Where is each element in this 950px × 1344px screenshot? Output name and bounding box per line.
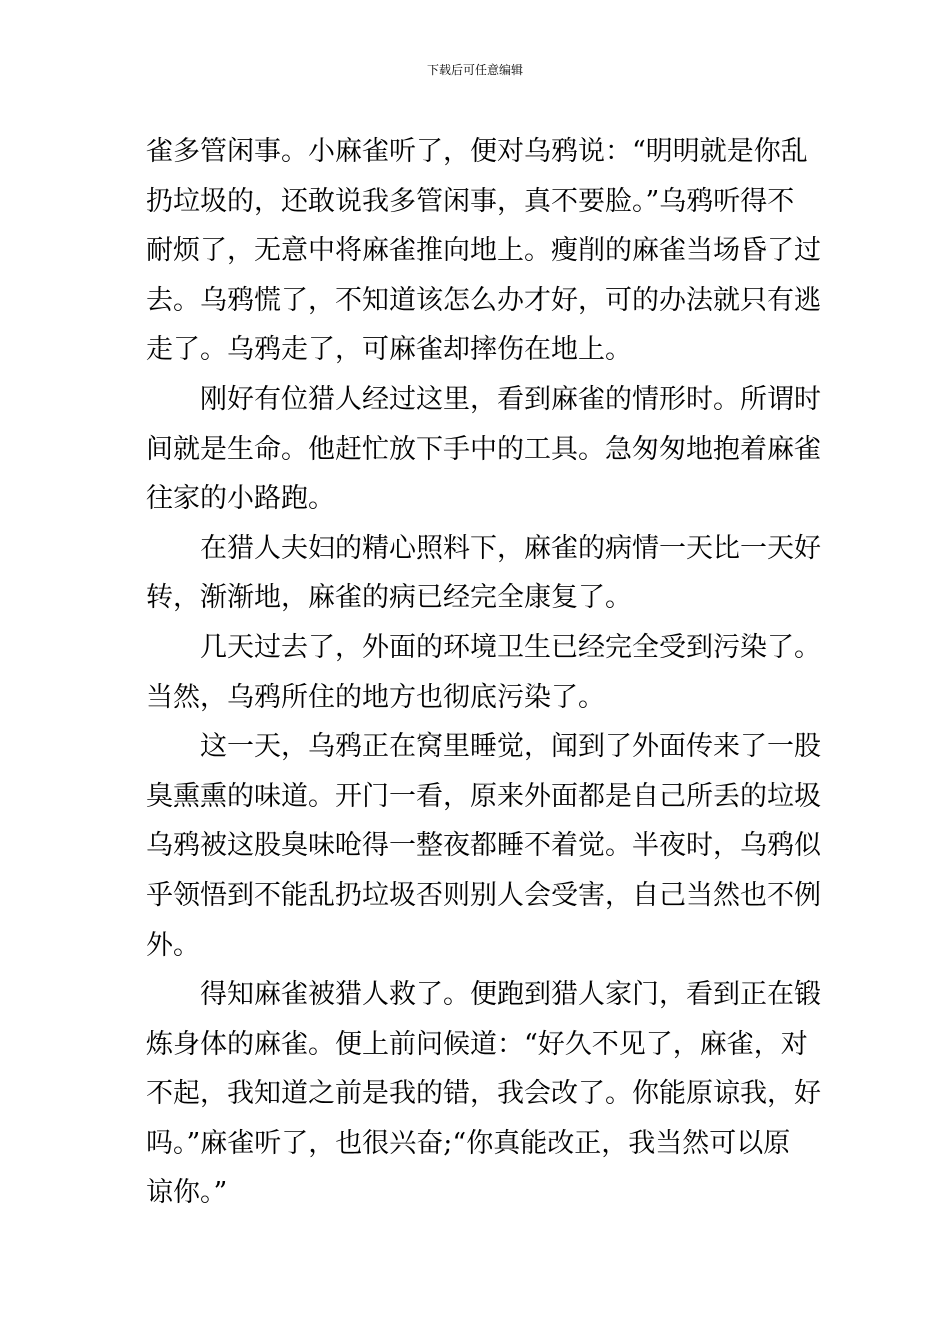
text-line: 乎领悟到不能乱扔垃圾否则别人会受害，自己当然也不例 — [146, 879, 821, 911]
text-line: 走了。乌鸦走了，可麻雀却摔伤在地上。 — [146, 334, 632, 366]
text-line: 吗。”麻雀听了，也很兴奋;“你真能改正，我当然可以原 — [146, 1127, 791, 1159]
text-line: 雀多管闲事。小麻雀听了，便对乌鸦说：“明明就是你乱 — [146, 136, 808, 167]
text-line: 耐烦了，无意中将麻雀推向地上。瘦削的麻雀当场昏了过 — [146, 235, 821, 267]
text-line: 谅你。” — [146, 1177, 228, 1209]
text-line: 当然，乌鸦所住的地方也彻底污染了。 — [146, 681, 605, 713]
text-line: 乌鸦被这股臭味呛得一整夜都睡不着觉。半夜时，乌鸦似 — [146, 830, 821, 862]
text-line: 外。 — [146, 929, 200, 961]
body-text — [146, 127, 821, 1218]
text-line: 炼身体的麻雀。便上前问候道：“好久不见了，麻雀，对 — [146, 1028, 808, 1060]
text-line: 去。乌鸦慌了，不知道该怎么办才好，可的办法就只有逃 — [146, 284, 821, 316]
text-line: 不起，我知道之前是我的错，我会改了。你能原谅我，好 — [146, 1078, 821, 1110]
page-header: 下载后可任意编辑 — [426, 63, 523, 77]
text-line: 往家的小路跑。 — [146, 483, 335, 515]
text-line: 在猎人夫妇的精心照料下，麻雀的病情一天比一天好 — [200, 532, 821, 564]
text-line: 臭熏熏的味道。开门一看，原来外面都是自己所丢的垃圾 — [146, 780, 821, 812]
text-line: 这一天，乌鸦正在窝里睡觉，闻到了外面传来了一股 — [200, 731, 821, 763]
text-line: 得知麻雀被猎人救了。便跑到猎人家门，看到正在锻 — [200, 979, 821, 1011]
text-line: 间就是生命。他赶忙放下手中的工具。急匆匆地抱着麻雀 — [146, 433, 821, 465]
text-line: 刚好有位猎人经过这里，看到麻雀的情形时。所谓时 — [200, 383, 821, 415]
text-line: 几天过去了，外面的环境卫生已经完全受到污染了。 — [200, 631, 821, 663]
text-line: 转，渐渐地，麻雀的病已经完全康复了。 — [146, 582, 632, 614]
text-line: 扔垃圾的，还敢说我多管闲事，真不要脸。”乌鸦听得不 — [146, 185, 795, 217]
